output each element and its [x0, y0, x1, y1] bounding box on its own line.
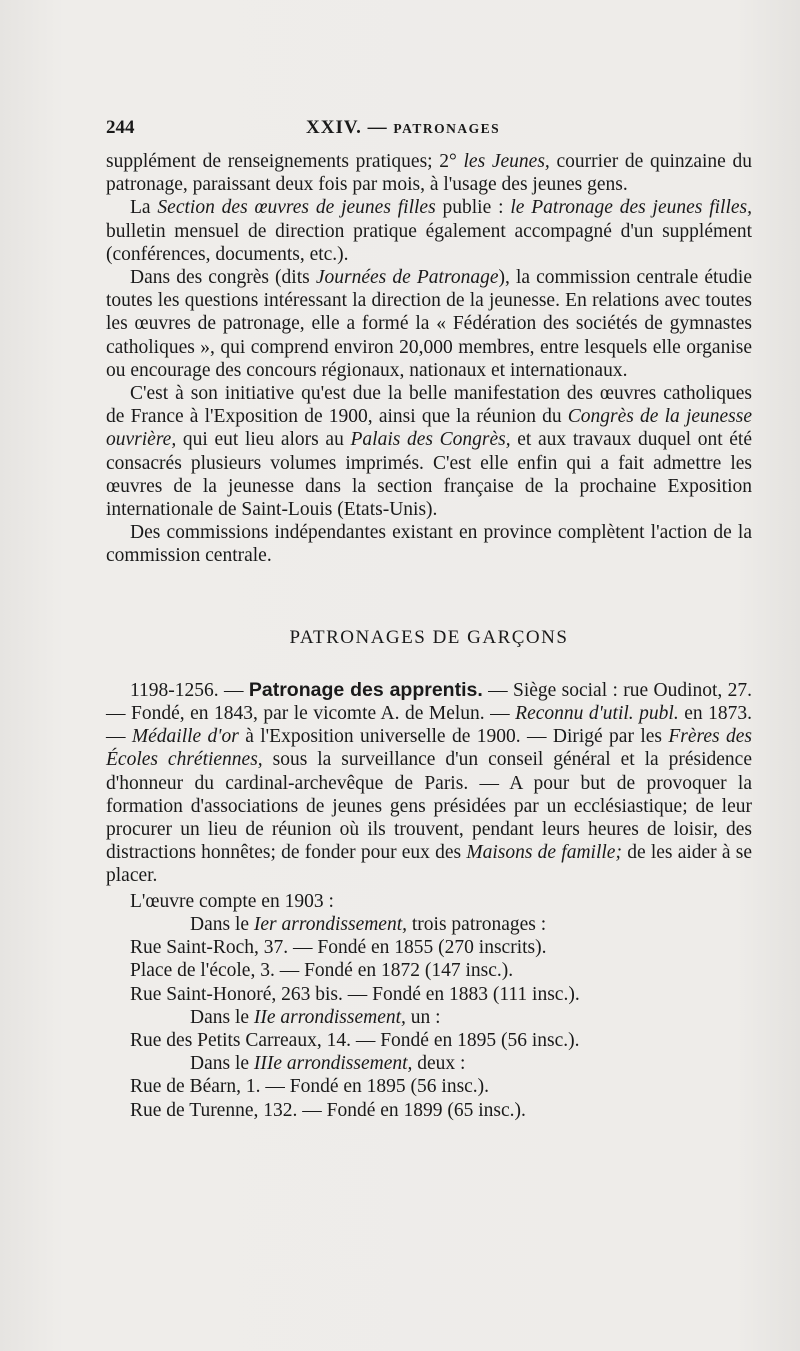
- text-span: supplément de renseignements pratiques; 2°: [106, 151, 464, 172]
- italic-span: Frères des Écoles chrétiennes,: [106, 726, 753, 771]
- text-span: ), la commission centrale étudie toutes les questions intéressant la direction de la jeunesse. En relations avec toutes les œuvres de patronage, elle a formé la « Fédération des sociétés de gymnastes catholiques », qui comprend environ 20,000 membres, entre lesquels elle organise ou encourage des concours régionaux, nationaux et internationaux.: [106, 267, 752, 381]
- text-span: courrier de quinzaine du patronage, paraissant deux fois par mois, à l'usage des jeunes gens.: [106, 151, 753, 196]
- list-intro: L'œuvre compte en 1903 :: [130, 890, 334, 912]
- list-item: Rue Saint-Roch, 37. — Fondé en 1855 (270 inscrits).: [130, 937, 547, 959]
- paragraph-3: [106, 266, 752, 382]
- list-item: Rue de Béarn, 1. — Fondé en 1895 (56 insc.).: [130, 1076, 490, 1098]
- running-title: [306, 116, 500, 140]
- list-item: Rue des Petits Carreaux, 14. — Fondé en 1895 (56 insc.).: [130, 1029, 580, 1051]
- text-span: à l'Exposition universelle de 1900. — Dirigé par les: [238, 726, 669, 748]
- paragraph-4: [106, 382, 752, 521]
- text-span: Dans le: [190, 913, 254, 935]
- text-span: Dans des congrès (dits: [130, 267, 316, 289]
- italic-span: Médaille d'or: [131, 726, 239, 748]
- section-heading: PATRONAGES DE GARÇONS: [289, 626, 569, 648]
- italic-span: Palais des Congrès,: [350, 429, 511, 451]
- italic-span: Maisons de famille;: [466, 842, 622, 864]
- text-span: Des commissions indépendantes existant en province complètent l'action de la commission centrale.: [106, 522, 752, 567]
- italic-span: Reconnu d'util. publ.: [515, 703, 679, 725]
- running-header: [106, 116, 752, 146]
- list-item: Rue de Turenne, 132. — Fondé en 1899 (65 insc.).: [130, 1099, 526, 1121]
- list-item: Rue Saint-Honoré, 263 bis. — Fondé en 1883 (111 insc.).: [130, 983, 580, 1005]
- arrondissement-heading: [106, 913, 752, 936]
- text-span: — Siège social : rue Oudinot, 27. — Fondé, en 1843, par le vicomte A. de Melun. —: [106, 679, 752, 725]
- arrondissement-heading: [106, 1052, 752, 1075]
- arrondissement-heading: [106, 1006, 752, 1029]
- entry-title: Patronage des apprentis.: [248, 678, 483, 701]
- paragraph-1: [106, 150, 752, 196]
- italic-span: IIe arrondissement,: [253, 1006, 406, 1028]
- italic-span: Ier arrondissement,: [253, 913, 408, 935]
- text-block: [106, 116, 752, 1122]
- entry-number: 1198-1256. —: [130, 679, 249, 701]
- italic-span: Journées de Patronage: [315, 267, 499, 289]
- patronage-list: [106, 890, 752, 1122]
- italic-span: IIIe arrondissement,: [253, 1053, 413, 1075]
- text-span: C'est à son initiative qu'est due la belle manifestation des œuvres catholiques de France à l'Exposition de 1900, ainsi que la réunion du: [106, 383, 752, 428]
- text-span: bulletin mensuel de direction pratique également accompagné d'un supplément (conférences, documents, etc.).: [106, 220, 752, 265]
- italic-span: les Jeunes,: [463, 151, 550, 172]
- text-span: de les aider à se placer.: [106, 842, 753, 887]
- list-item: Place de l'école, 3. — Fondé en 1872 (147 insc.).: [130, 960, 514, 982]
- italic-span: Congrès de la jeunesse ouvrière,: [106, 406, 752, 451]
- text-span: La: [130, 197, 158, 219]
- paragraph-5: [106, 521, 752, 567]
- italic-span: le Patronage des jeunes filles,: [510, 197, 752, 219]
- text-span: en 1873. —: [106, 703, 752, 748]
- paragraph-2: [106, 196, 752, 266]
- text-span: un :: [405, 1006, 441, 1028]
- running-title-roman: XXIV. —: [306, 117, 388, 138]
- text-span: deux :: [412, 1053, 466, 1075]
- entry-paragraph: [106, 679, 752, 888]
- text-span: et aux travaux duquel ont été consacrés plusieurs volumes imprimés. C'est elle enfin qui a fait admettre les œuvres de la jeunesse dans la section française de la prochaine Exposition internationale de Saint-Louis (Etats-Unis).: [106, 429, 752, 521]
- text-span: sous la surveillance d'un conseil général et la présidence d'honneur du cardinal-archevêque de Paris. — A pour but de provoquer la formation d'associations de jeunes gens présidées par un ecclésiastique; de leur procurer un lieu de réunion où ils trouvent, pendant leurs heures de loisir, des distractions honnêtes; de fonder pour eux des: [106, 749, 752, 864]
- text-span: publie :: [435, 197, 511, 219]
- page-number: 244: [106, 117, 135, 138]
- text-span: trois patronages :: [407, 913, 547, 935]
- text-span: qui eut lieu alors au: [176, 429, 351, 451]
- italic-span: Section des œuvres de jeunes filles: [157, 197, 436, 219]
- text-span: Dans le: [190, 1053, 254, 1075]
- running-title-word: PATRONAGES: [393, 121, 501, 136]
- text-span: Dans le: [190, 1006, 254, 1028]
